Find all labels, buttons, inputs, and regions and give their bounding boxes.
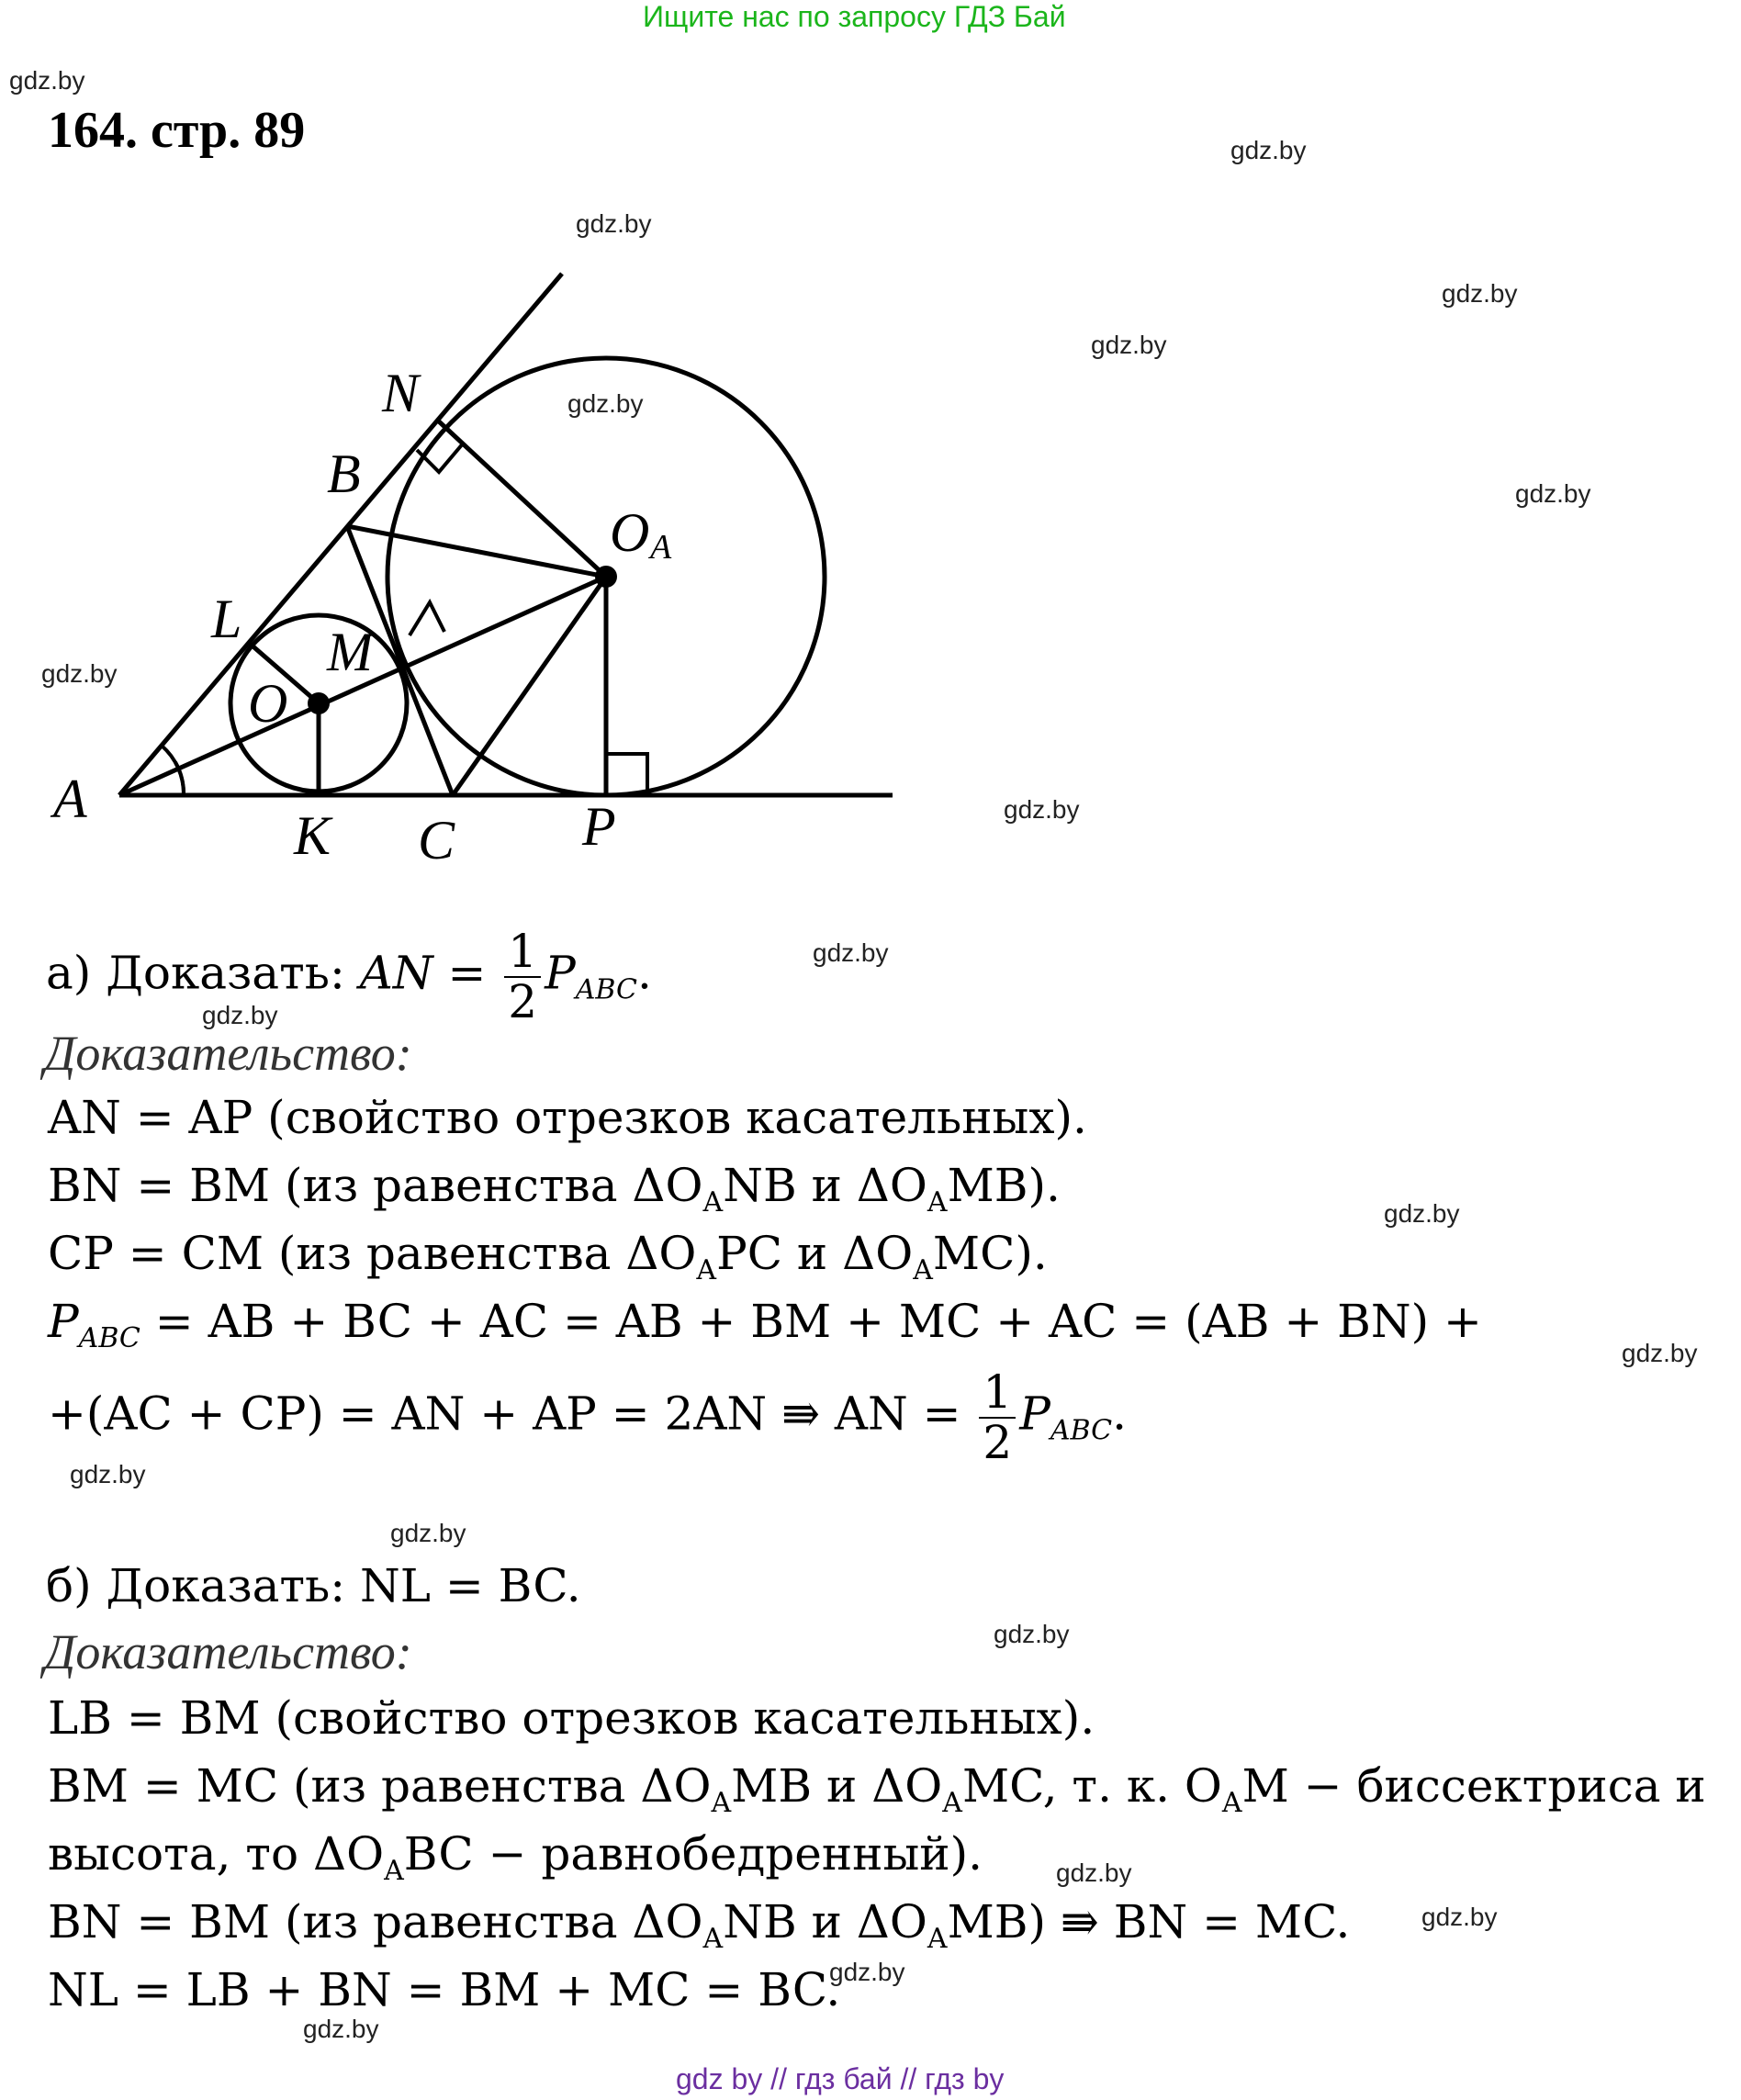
watermark: gdz.by bbox=[41, 659, 118, 688]
footer-links[interactable]: gdz by // гдз бай // гдз by bbox=[676, 2062, 1005, 2095]
part-a-line-2: BN = BM (из равенства $\Delta O_ANB$ и $\Delta O_AMB$). bbox=[48, 1159, 1061, 1218]
part-a-proof-heading: Доказательство: bbox=[44, 1026, 412, 1081]
watermark: gdz.by bbox=[9, 66, 85, 95]
watermark: gdz.by bbox=[303, 2015, 379, 2043]
part-b-line-2: BM = MC (из равенства $\Delta O_AMB$ и $\Delta O_AMC$, т. к. $O_AM$ − биссектриса и bbox=[48, 1759, 1706, 1819]
center-oa bbox=[595, 566, 617, 588]
part-b-task: б) Доказать: NL = BC. bbox=[46, 1559, 581, 1612]
watermark: gdz.by bbox=[829, 1958, 905, 1986]
watermark: gdz.by bbox=[1384, 1199, 1460, 1228]
right-angle-m bbox=[410, 602, 444, 635]
page-title: 164. стр. 89 bbox=[48, 102, 306, 159]
watermark: gdz.by bbox=[390, 1519, 466, 1547]
bisector-line bbox=[119, 577, 606, 795]
center-o bbox=[308, 692, 330, 714]
part-a-task: а) Доказать: AN = $\frac{1}{2}$ $P_{ABC}$. bbox=[46, 925, 652, 1028]
watermark: gdz.by bbox=[70, 1460, 146, 1488]
watermark: gdz.by bbox=[1091, 331, 1167, 359]
part-a-line-3: CP = CM (из равенства $\Delta O_APC$ и $\Delta O_AMC$). bbox=[48, 1227, 1048, 1286]
part-a-line-1: AN = AP (свойство отрезков касательных). bbox=[48, 1091, 1087, 1144]
label-l: L bbox=[211, 589, 242, 649]
part-b-line-5: NL = LB + BN = BM + MC = BC. bbox=[48, 1963, 841, 2016]
label-o: O bbox=[248, 673, 288, 734]
watermark: gdz.by bbox=[1056, 1859, 1132, 1887]
geometry-figure bbox=[0, 0, 1741, 882]
label-a: A bbox=[53, 769, 87, 829]
label-b: B bbox=[327, 444, 361, 504]
watermark: gdz.by bbox=[576, 209, 652, 238]
part-a-line-4: $P_{ABC}$ = AB + BC + AC = AB + BM + MC + AC = (AB + BN) + bbox=[48, 1295, 1482, 1354]
label-m: M bbox=[327, 622, 373, 682]
watermark: gdz.by bbox=[1515, 479, 1591, 508]
watermark: gdz.by bbox=[813, 938, 889, 967]
part-b-proof-heading: Доказательство: bbox=[44, 1624, 412, 1679]
watermark: gdz.by bbox=[1230, 136, 1307, 164]
search-banner: Ищите нас по запросу ГДЗ Бай bbox=[643, 0, 1066, 33]
label-p: P bbox=[582, 796, 616, 857]
part-a-line-5: +(AC + CP) = AN + AP = 2AN ⇛ AN = $\frac{1}{2}$ $P_{ABC}$. bbox=[48, 1365, 1128, 1469]
part-b-line-4: BN = BM (из равенства $\Delta O_ANB$ и $\Delta O_AMB$) ⇛ BN = MC. bbox=[48, 1895, 1351, 1955]
angle-side-upper bbox=[119, 274, 562, 795]
right-angle-p bbox=[606, 754, 647, 795]
watermark: gdz.by bbox=[1622, 1339, 1698, 1367]
label-c: C bbox=[418, 810, 455, 870]
part-b-line-1: LB = BM (свойство отрезков касательных). bbox=[48, 1691, 1095, 1745]
right-angle-n bbox=[417, 443, 464, 472]
watermark: gdz.by bbox=[1421, 1903, 1498, 1931]
watermark: gdz.by bbox=[1004, 795, 1080, 824]
watermark: gdz.by bbox=[567, 389, 644, 418]
label-k: K bbox=[294, 805, 331, 866]
watermark: gdz.by bbox=[994, 1620, 1070, 1648]
watermark: gdz.by bbox=[202, 1001, 278, 1029]
label-oa: O bbox=[610, 502, 650, 563]
label-n: N bbox=[382, 363, 420, 423]
part-b-line-3: высота, то $\Delta O_ABC$ − равнобедренный). bbox=[48, 1827, 983, 1887]
watermark: gdz.by bbox=[1442, 279, 1518, 308]
label-oa-sub: A bbox=[650, 528, 672, 567]
